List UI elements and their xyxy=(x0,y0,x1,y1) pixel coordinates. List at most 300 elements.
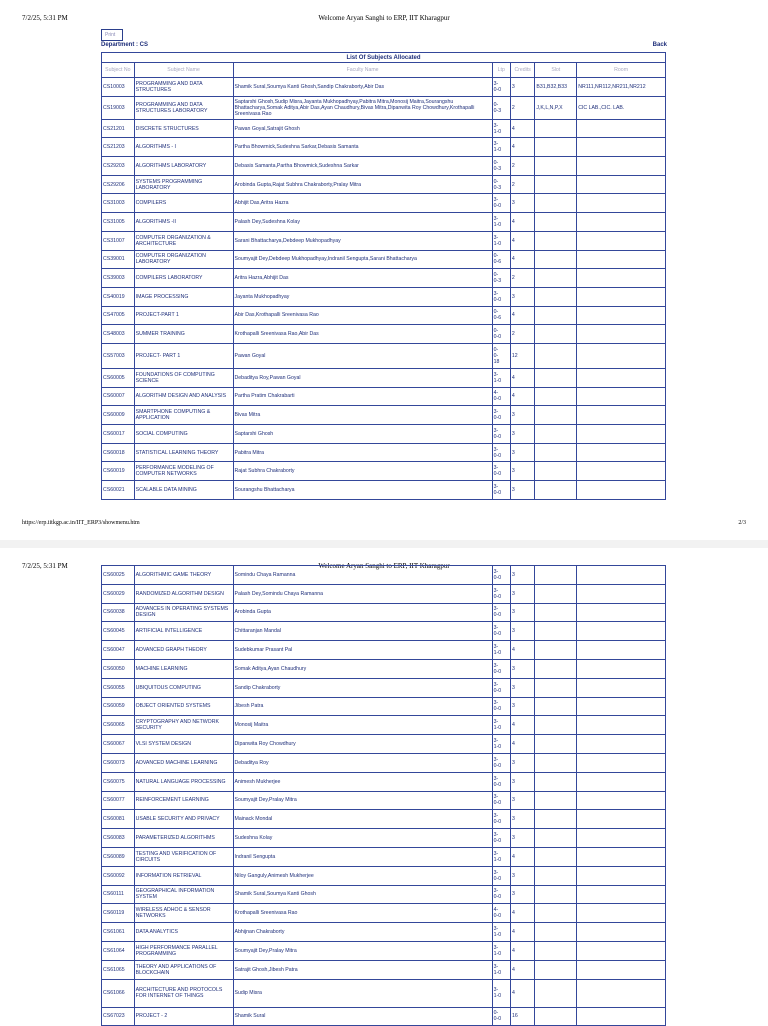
cell-room xyxy=(577,641,666,660)
cell-credits: 3 xyxy=(510,622,534,641)
table-row xyxy=(102,406,666,425)
cell-subject-name: COMPILERS xyxy=(134,194,233,213)
cell-slot xyxy=(535,325,577,344)
cell-room: CIC LAB.,CIC. LAB. xyxy=(577,96,666,119)
cell-faculty-name: Sudeshna Kolay xyxy=(233,829,492,848)
cell-faculty-name: Sarani Bhattacharya,Debdeep Mukhopadhyay xyxy=(233,231,492,250)
cell-ltp: 0- 0- 18 xyxy=(492,343,510,368)
cell-slot xyxy=(535,425,577,444)
table-row xyxy=(102,904,666,923)
cell-subject-no: CS31003 xyxy=(102,194,135,213)
cell-subject-name: DATA ANALYTICS xyxy=(134,923,233,942)
cell-credits: 12 xyxy=(510,343,534,368)
cell-room xyxy=(577,829,666,848)
cell-faculty-name: Sudip Misra xyxy=(233,979,492,1007)
cell-faculty-name: Partha Bhowmick,Sudeshna Sarkar,Debasis Samanta xyxy=(233,138,492,157)
cell-subject-no: CS47005 xyxy=(102,306,135,325)
cell-ltp: 3- 0-0 xyxy=(492,425,510,444)
table-row xyxy=(102,697,666,716)
cell-faculty-name: Pabitra Mitra xyxy=(233,443,492,462)
cell-slot: B31,B32,B33 xyxy=(535,78,577,97)
cell-credits: 3 xyxy=(510,584,534,603)
cell-slot xyxy=(535,603,577,622)
cell-credits: 4 xyxy=(510,641,534,660)
cell-subject-name: FOUNDATIONS OF COMPUTING SCIENCE xyxy=(134,368,233,387)
cell-credits: 3 xyxy=(510,194,534,213)
cell-slot xyxy=(535,443,577,462)
cell-subject-name: PROJECT - 2 xyxy=(134,1007,233,1026)
cell-ltp: 4- 0-0 xyxy=(492,387,510,406)
cell-subject-name: ARTIFICIAL INTELLIGENCE xyxy=(134,622,233,641)
cell-room xyxy=(577,406,666,425)
table-row xyxy=(102,287,666,306)
cell-subject-name: PROJECT-PART 1 xyxy=(134,306,233,325)
cell-subject-name: STATISTICAL LEARNING THEORY xyxy=(134,443,233,462)
cell-room xyxy=(577,368,666,387)
cell-subject-no: CS61061 xyxy=(102,923,135,942)
table-row xyxy=(102,1007,666,1026)
cell-room xyxy=(577,325,666,344)
cell-room xyxy=(577,735,666,754)
cell-credits: 3 xyxy=(510,566,534,585)
cell-room: NR111,NR112,NR211,NR212 xyxy=(577,78,666,97)
cell-ltp: 3- 0-0 xyxy=(492,443,510,462)
table-row xyxy=(102,584,666,603)
cell-credits: 4 xyxy=(510,387,534,406)
cell-faculty-name: Satrajit Ghosh,Jibesh Patra xyxy=(233,960,492,979)
table-header-row xyxy=(102,63,666,78)
cell-subject-name: NATURAL LANGUAGE PROCESSING xyxy=(134,772,233,791)
table-row xyxy=(102,829,666,848)
cell-subject-no: CS60067 xyxy=(102,735,135,754)
table-row xyxy=(102,772,666,791)
cell-ltp: 3- 0-0 xyxy=(492,622,510,641)
cell-slot xyxy=(535,866,577,885)
cell-subject-no: CS60047 xyxy=(102,641,135,660)
cell-ltp: 4- 0-0 xyxy=(492,904,510,923)
cell-room xyxy=(577,462,666,481)
cell-room xyxy=(577,659,666,678)
cell-faculty-name: Debaditya Roy,Pawan Goyal xyxy=(233,368,492,387)
subjects-table-container xyxy=(101,565,666,1026)
cell-slot xyxy=(535,735,577,754)
table-row xyxy=(102,462,666,481)
cell-credits: 4 xyxy=(510,213,534,232)
cell-subject-no: CS60018 xyxy=(102,443,135,462)
cell-faculty-name: Krothapalli Sreenivasa Rao,Abir Das xyxy=(233,325,492,344)
cell-credits: 2 xyxy=(510,157,534,176)
cell-room xyxy=(577,213,666,232)
cell-slot xyxy=(535,194,577,213)
cell-slot xyxy=(535,810,577,829)
cell-subject-name: COMPILERS LABORATORY xyxy=(134,269,233,288)
cell-subject-name: PROGRAMMING AND DATA STRUCTURES xyxy=(134,78,233,97)
cell-credits: 2 xyxy=(510,175,534,194)
cell-ltp: 0- 0-0 xyxy=(492,1007,510,1026)
cell-slot xyxy=(535,231,577,250)
col-faculty-name: Faculty Name xyxy=(233,63,492,78)
department-label: Department : CS xyxy=(101,42,149,48)
cell-subject-no: CS40019 xyxy=(102,287,135,306)
cell-room xyxy=(577,866,666,885)
cell-subject-name: SUMMER TRAINING xyxy=(134,325,233,344)
cell-subject-name: UBIQUITOUS COMPUTING xyxy=(134,678,233,697)
table-row xyxy=(102,138,666,157)
cell-faculty-name: Saptarshi Ghosh,Sudip Misra,Jayanta Mukhopadhyay,Pabitra Mitra,Monosij Maitra,Sourangshu Bhattacharya,Somak Aditya,Abir Das,Ayan Chaudhury,Bivas Mitra,Dipanwita Roy Chowdhury,Krothapalli Sreenivasa Rao xyxy=(233,96,492,119)
cell-faculty-name: Debasis Samanta,Partha Bhowmick,Sudeshna Sarkar xyxy=(233,157,492,176)
cell-faculty-name: Chittaranjan Mandal xyxy=(233,622,492,641)
cell-subject-name: REINFORCEMENT LEARNING xyxy=(134,791,233,810)
cell-credits: 2 xyxy=(510,96,534,119)
cell-ltp: 3- 1-0 xyxy=(492,923,510,942)
cell-room xyxy=(577,584,666,603)
col-credits: Credits xyxy=(510,63,534,78)
cell-faculty-name: Abhijit Das,Aritra Hazra xyxy=(233,194,492,213)
cell-room xyxy=(577,847,666,866)
cell-subject-no: CS60075 xyxy=(102,772,135,791)
cell-faculty-name: Abhijnan Chakraborty xyxy=(233,923,492,942)
print-button[interactable]: Print xyxy=(101,29,123,41)
cell-credits: 4 xyxy=(510,716,534,735)
cell-slot xyxy=(535,847,577,866)
cell-ltp: 3- 0-0 xyxy=(492,866,510,885)
print-footer-page: 2/3 xyxy=(738,520,746,526)
cell-subject-name: PROJECT- PART 1 xyxy=(134,343,233,368)
cell-faculty-name: Jibesh Patra xyxy=(233,697,492,716)
cell-ltp: 0- 0-6 xyxy=(492,250,510,269)
cell-subject-no: CS39001 xyxy=(102,250,135,269)
cell-ltp: 3- 0-0 xyxy=(492,566,510,585)
cell-room xyxy=(577,231,666,250)
cell-credits: 3 xyxy=(510,810,534,829)
cell-faculty-name: Soumyajit Dey,Pralay Mitra xyxy=(233,791,492,810)
cell-ltp: 3- 0-0 xyxy=(492,791,510,810)
table-row xyxy=(102,175,666,194)
cell-slot xyxy=(535,923,577,942)
cell-ltp: 3- 1-0 xyxy=(492,960,510,979)
cell-faculty-name: Pawan Goyal,Satrajit Ghosh xyxy=(233,119,492,138)
table-row xyxy=(102,847,666,866)
cell-subject-no: CS57003 xyxy=(102,343,135,368)
cell-credits: 3 xyxy=(510,425,534,444)
table-row xyxy=(102,622,666,641)
table-row xyxy=(102,325,666,344)
cell-slot xyxy=(535,772,577,791)
cell-faculty-name: Soumyajit Dey,Pralay Mitra xyxy=(233,941,492,960)
cell-subject-no: CS60029 xyxy=(102,584,135,603)
cell-credits: 3 xyxy=(510,885,534,904)
cell-slot xyxy=(535,641,577,660)
cell-ltp: 3- 1-0 xyxy=(492,138,510,157)
cell-credits: 3 xyxy=(510,406,534,425)
cell-slot xyxy=(535,885,577,904)
table-row xyxy=(102,923,666,942)
cell-subject-name: SOCIAL COMPUTING xyxy=(134,425,233,444)
table-row xyxy=(102,425,666,444)
cell-ltp: 3- 0-0 xyxy=(492,78,510,97)
cell-subject-no: CS60021 xyxy=(102,481,135,500)
cell-faculty-name: Abir Das,Krothapalli Sreenivasa Rao xyxy=(233,306,492,325)
cell-subject-no: CS60073 xyxy=(102,753,135,772)
cell-ltp: 3- 1-0 xyxy=(492,119,510,138)
cell-credits: 4 xyxy=(510,138,534,157)
table-row xyxy=(102,119,666,138)
cell-slot xyxy=(535,462,577,481)
cell-room xyxy=(577,697,666,716)
cell-subject-name: PROGRAMMING AND DATA STRUCTURES LABORATORY xyxy=(134,96,233,119)
print-datetime: 7/2/25, 5:31 PM xyxy=(22,14,68,22)
cell-faculty-name: Sudebkumar Prasant Pal xyxy=(233,641,492,660)
cell-faculty-name: Palash Dey,Somindu Chaya Ramanna xyxy=(233,584,492,603)
cell-ltp: 0- 0-6 xyxy=(492,306,510,325)
cell-subject-no: CS10003 xyxy=(102,78,135,97)
table-row xyxy=(102,566,666,585)
cell-room xyxy=(577,753,666,772)
cell-credits: 4 xyxy=(510,119,534,138)
cell-room xyxy=(577,387,666,406)
cell-ltp: 3- 0-0 xyxy=(492,678,510,697)
cell-ltp: 3- 0-0 xyxy=(492,481,510,500)
cell-subject-name: VLSI SYSTEM DESIGN xyxy=(134,735,233,754)
cell-ltp: 3- 0-0 xyxy=(492,810,510,829)
cell-subject-no: CS60083 xyxy=(102,829,135,848)
col-ltp: Ltp xyxy=(492,63,510,78)
cell-slot xyxy=(535,481,577,500)
table-row xyxy=(102,678,666,697)
cell-subject-name: ALGORITHMIC GAME THEORY xyxy=(134,566,233,585)
cell-subject-no: CS29206 xyxy=(102,175,135,194)
cell-credits: 3 xyxy=(510,481,534,500)
cell-credits: 2 xyxy=(510,325,534,344)
table-row xyxy=(102,96,666,119)
cell-ltp: 3- 0-0 xyxy=(492,194,510,213)
table-row xyxy=(102,716,666,735)
cell-slot xyxy=(535,213,577,232)
cell-subject-name: USABLE SECURITY AND PRIVACY xyxy=(134,810,233,829)
table-row xyxy=(102,157,666,176)
cell-slot xyxy=(535,829,577,848)
cell-subject-no: CS19003 xyxy=(102,96,135,119)
cell-room xyxy=(577,1007,666,1026)
cell-ltp: 3- 0-0 xyxy=(492,697,510,716)
cell-credits: 4 xyxy=(510,231,534,250)
cell-subject-no: CS60092 xyxy=(102,866,135,885)
cell-subject-name: PERFORMANCE MODELING OF COMPUTER NETWORKS xyxy=(134,462,233,481)
cell-subject-name: CRYPTOGRAPHY AND NETWORK SECURITY xyxy=(134,716,233,735)
cell-faculty-name: Monosij Maitra xyxy=(233,716,492,735)
subjects-table xyxy=(101,52,666,500)
cell-ltp: 3- 1-0 xyxy=(492,716,510,735)
cell-subject-name: INFORMATION RETRIEVAL xyxy=(134,866,233,885)
cell-credits: 4 xyxy=(510,941,534,960)
cell-subject-no: CS60077 xyxy=(102,791,135,810)
cell-faculty-name: Krothapalli Sreenivasa Rao xyxy=(233,904,492,923)
cell-subject-no: CS60045 xyxy=(102,622,135,641)
cell-subject-no: CS29203 xyxy=(102,157,135,176)
cell-faculty-name: Aritra Hazra,Abhijit Das xyxy=(233,269,492,288)
cell-subject-no: CS61065 xyxy=(102,960,135,979)
table-row xyxy=(102,306,666,325)
cell-ltp: 3- 0-0 xyxy=(492,659,510,678)
cell-subject-no: CS21201 xyxy=(102,119,135,138)
table-row xyxy=(102,866,666,885)
cell-ltp: 0- 0-3 xyxy=(492,269,510,288)
cell-room xyxy=(577,678,666,697)
cell-room xyxy=(577,603,666,622)
cell-subject-no: CS39003 xyxy=(102,269,135,288)
cell-slot xyxy=(535,622,577,641)
cell-subject-name: THEORY AND APPLICATIONS OF BLOCKCHAIN xyxy=(134,960,233,979)
cell-ltp: 0- 0-3 xyxy=(492,96,510,119)
cell-subject-name: SMARTPHONE COMPUTING & APPLICATION xyxy=(134,406,233,425)
table-row xyxy=(102,659,666,678)
cell-credits: 4 xyxy=(510,923,534,942)
cell-ltp: 0- 0-0 xyxy=(492,325,510,344)
cell-subject-name: IMAGE PROCESSING xyxy=(134,287,233,306)
cell-slot xyxy=(535,306,577,325)
cell-faculty-name: Arobinda Gupta xyxy=(233,603,492,622)
cell-credits: 4 xyxy=(510,250,534,269)
subjects-table-container xyxy=(101,52,666,500)
cell-credits: 3 xyxy=(510,443,534,462)
cell-subject-name: ADVANCED MACHINE LEARNING xyxy=(134,753,233,772)
cell-slot: J,K,L,N,P,X xyxy=(535,96,577,119)
cell-credits: 3 xyxy=(510,791,534,810)
cell-ltp: 3- 1-0 xyxy=(492,941,510,960)
cell-subject-name: SYSTEMS PROGRAMMING LABORATORY xyxy=(134,175,233,194)
cell-subject-no: CS60059 xyxy=(102,697,135,716)
cell-faculty-name: Bivas Mitra xyxy=(233,406,492,425)
cell-credits: 4 xyxy=(510,306,534,325)
print-datetime: 7/2/25, 5:31 PM xyxy=(22,562,68,570)
cell-credits: 4 xyxy=(510,847,534,866)
table-row xyxy=(102,387,666,406)
cell-ltp: 3- 1-0 xyxy=(492,213,510,232)
cell-room xyxy=(577,923,666,942)
cell-credits: 4 xyxy=(510,735,534,754)
cell-credits: 16 xyxy=(510,1007,534,1026)
cell-faculty-name: Somindu Chaya Ramanna xyxy=(233,566,492,585)
table-row xyxy=(102,78,666,97)
cell-subject-no: CS60038 xyxy=(102,603,135,622)
cell-subject-name: PARAMETERIZED ALGORITHMS xyxy=(134,829,233,848)
cell-slot xyxy=(535,716,577,735)
back-link[interactable]: Back xyxy=(652,42,667,48)
cell-ltp: 3- 0-0 xyxy=(492,753,510,772)
cell-room xyxy=(577,269,666,288)
col-slot: Slot xyxy=(535,63,577,78)
cell-slot xyxy=(535,659,577,678)
table-row xyxy=(102,213,666,232)
cell-slot xyxy=(535,387,577,406)
cell-ltp: 3- 1-0 xyxy=(492,641,510,660)
cell-faculty-name: Arobinda Gupta,Rajat Subhra Chakraborty,Pralay Mitra xyxy=(233,175,492,194)
cell-room xyxy=(577,716,666,735)
cell-subject-no: CS60119 xyxy=(102,904,135,923)
table-row xyxy=(102,791,666,810)
table-row xyxy=(102,979,666,1007)
cell-subject-no: CS60017 xyxy=(102,425,135,444)
col-subject-no: Subject No xyxy=(102,63,135,78)
cell-room xyxy=(577,566,666,585)
cell-slot xyxy=(535,250,577,269)
table-row xyxy=(102,735,666,754)
cell-room xyxy=(577,885,666,904)
print-page-2 xyxy=(0,548,768,1024)
cell-slot xyxy=(535,979,577,1007)
cell-room xyxy=(577,287,666,306)
cell-room xyxy=(577,425,666,444)
cell-subject-no: CS60019 xyxy=(102,462,135,481)
cell-room xyxy=(577,791,666,810)
col-subject-name: Subject Name xyxy=(134,63,233,78)
cell-faculty-name: Mainack Mondal xyxy=(233,810,492,829)
print-footer-url: https://erp.iitkgp.ac.in/IIT_ERP3/showmenu.htm xyxy=(22,520,140,526)
cell-subject-no: CS60050 xyxy=(102,659,135,678)
cell-slot xyxy=(535,406,577,425)
cell-subject-name: ARCHITECTURE AND PROTOCOLS FOR INTERNET OF THINGS xyxy=(134,979,233,1007)
cell-faculty-name: Pawan Goyal xyxy=(233,343,492,368)
table-row xyxy=(102,194,666,213)
cell-subject-no: CS31007 xyxy=(102,231,135,250)
cell-slot xyxy=(535,678,577,697)
cell-ltp: 3- 0-0 xyxy=(492,603,510,622)
cell-subject-name: GEOGRAPHICAL INFORMATION SYSTEM xyxy=(134,885,233,904)
cell-credits: 4 xyxy=(510,368,534,387)
cell-slot xyxy=(535,904,577,923)
cell-ltp: 3- 1-0 xyxy=(492,735,510,754)
cell-slot xyxy=(535,119,577,138)
cell-subject-name: MACHINE LEARNING xyxy=(134,659,233,678)
cell-faculty-name: Shamik Sural,Soumya Kanti Ghosh xyxy=(233,885,492,904)
cell-ltp: 3- 1-0 xyxy=(492,368,510,387)
cell-ltp: 3- 0-0 xyxy=(492,829,510,848)
cell-room xyxy=(577,772,666,791)
table-caption: List Of Subjects Allocated xyxy=(102,53,666,63)
cell-slot xyxy=(535,791,577,810)
cell-faculty-name: Niloy Ganguly,Animesh Mukherjee xyxy=(233,866,492,885)
cell-credits: 3 xyxy=(510,603,534,622)
cell-slot xyxy=(535,368,577,387)
table-row xyxy=(102,269,666,288)
cell-ltp: 3- 0-0 xyxy=(492,772,510,791)
cell-subject-name: ALGORITHMS -II xyxy=(134,213,233,232)
table-row xyxy=(102,941,666,960)
cell-subject-no: CS60081 xyxy=(102,810,135,829)
cell-faculty-name: Sourangshu Bhattacharya xyxy=(233,481,492,500)
cell-subject-no: CS60065 xyxy=(102,716,135,735)
subjects-table-continued xyxy=(101,565,666,1026)
cell-subject-name: COMPUTER ORGANIZATION LABORATORY xyxy=(134,250,233,269)
cell-room xyxy=(577,175,666,194)
cell-credits: 3 xyxy=(510,287,534,306)
cell-faculty-name: Shamik Sural xyxy=(233,1007,492,1026)
cell-faculty-name: Partha Pratim Chakrabarti xyxy=(233,387,492,406)
cell-faculty-name: Shamik Sural,Soumya Kanti Ghosh,Sandip Chakraborty,Abir Das xyxy=(233,78,492,97)
table-row xyxy=(102,343,666,368)
cell-room xyxy=(577,194,666,213)
cell-subject-no: CS61064 xyxy=(102,941,135,960)
cell-ltp: 3- 0-0 xyxy=(492,885,510,904)
table-row xyxy=(102,753,666,772)
cell-credits: 2 xyxy=(510,269,534,288)
cell-ltp: 3- 0-0 xyxy=(492,462,510,481)
cell-faculty-name: Dipanwita Roy Chowdhury xyxy=(233,735,492,754)
cell-room xyxy=(577,904,666,923)
cell-credits: 4 xyxy=(510,904,534,923)
cell-room xyxy=(577,157,666,176)
cell-subject-no: CS61066 xyxy=(102,979,135,1007)
